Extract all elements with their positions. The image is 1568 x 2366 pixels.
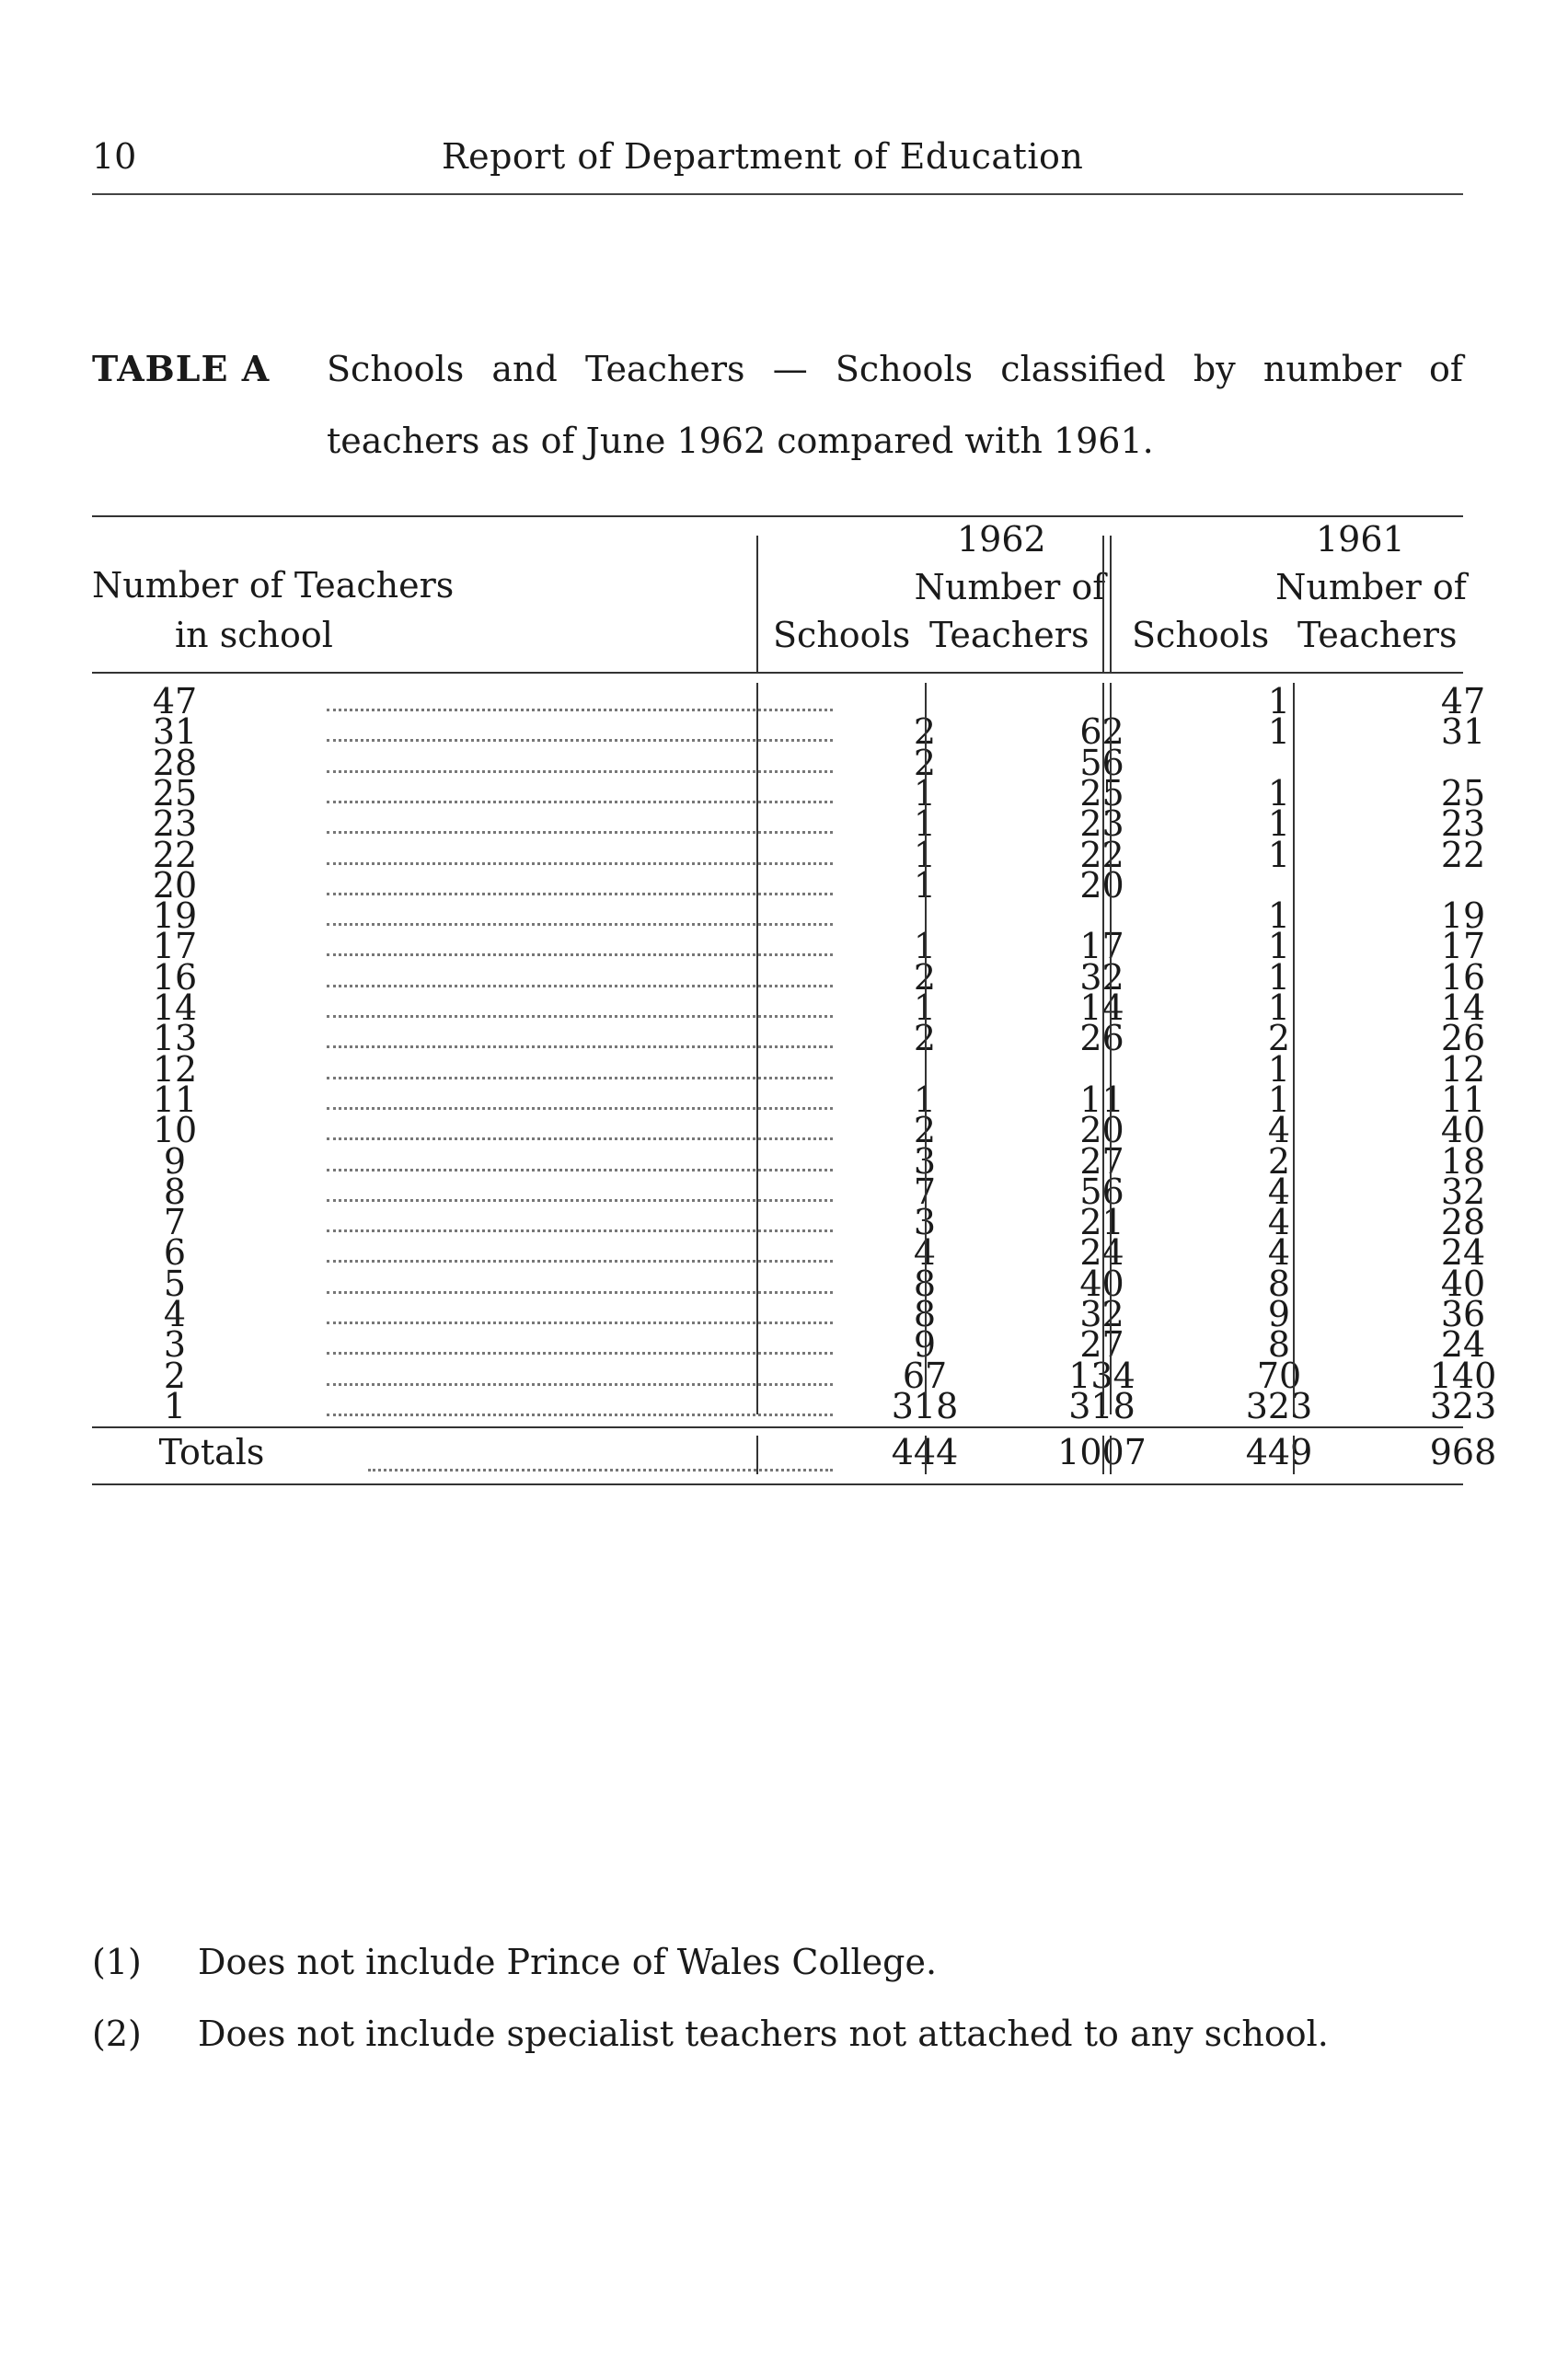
schools-1962-cell: 318 xyxy=(891,1385,959,1426)
schools-1961-cell: 1 xyxy=(1267,772,1291,814)
schools-1961-cell: 4 xyxy=(1267,1171,1291,1212)
teachers-in-school-cell: 11 xyxy=(152,1079,198,1120)
totals-divider-mid-b xyxy=(1110,1436,1112,1474)
teachers-1962-cell: 20 xyxy=(1079,1110,1124,1151)
teachers-in-school-cell: 3 xyxy=(163,1324,187,1366)
schools-1962-cell: 3 xyxy=(913,1140,937,1182)
schools-1962-cell: 1 xyxy=(913,864,937,906)
teachers-1962-cell: 11 xyxy=(1079,1079,1124,1120)
footnote-1-text: Does not include Prince of Wales College. xyxy=(198,1942,938,1982)
teachers-1962-cell: 24 xyxy=(1079,1232,1124,1274)
year-1961-header: 1961 xyxy=(1316,519,1405,560)
schools-1962-cell: 2 xyxy=(913,956,937,998)
schools-1961-cell: 1 xyxy=(1267,926,1291,967)
table-top-rule xyxy=(92,515,1463,517)
teachers-1961-cell: 17 xyxy=(1440,926,1486,967)
teachers-1962-cell: 20 xyxy=(1079,864,1124,906)
teachers-in-school-cell: 17 xyxy=(152,926,198,967)
row-header-line-1: Number of Teachers xyxy=(92,565,455,606)
schools-1961-cell: 4 xyxy=(1267,1110,1291,1151)
schools-1961-cell: 323 xyxy=(1245,1385,1313,1426)
running-title: Report of Department of Education xyxy=(442,136,1084,177)
teachers-in-school-cell: 25 xyxy=(152,772,198,814)
body-divider-label xyxy=(756,683,758,1414)
teachers-1961-cell: 11 xyxy=(1440,1079,1486,1120)
teachers-in-school-cell: 9 xyxy=(163,1140,187,1182)
schools-1961-cell: 1 xyxy=(1267,681,1291,721)
teachers-in-school-cell: 16 xyxy=(152,956,198,998)
teachers-1961-cell: 23 xyxy=(1440,803,1486,845)
totals-top-rule xyxy=(92,1426,1463,1428)
totals-divider-mid-a xyxy=(1102,1436,1104,1474)
teachers-1962-cell: 26 xyxy=(1079,1018,1124,1059)
teachers-in-school-cell: 4 xyxy=(163,1294,187,1334)
teachers-1961-cell: 22 xyxy=(1440,834,1486,875)
teachers-in-school-cell: 47 xyxy=(152,681,198,721)
schools-1961-cell: 1 xyxy=(1267,711,1291,753)
teachers-in-school-cell: 1 xyxy=(163,1385,187,1426)
teachers-1961-cell: 31 xyxy=(1440,711,1486,753)
footnote-1-number: (1) xyxy=(92,1942,142,1982)
page-header xyxy=(92,129,1463,195)
header-divider-left xyxy=(756,536,758,672)
teachers-in-school-cell: 13 xyxy=(152,1018,198,1059)
schools-1961-cell: 2 xyxy=(1267,1140,1291,1182)
schools-1962-cell: 8 xyxy=(913,1294,937,1334)
teachers-in-school-cell: 12 xyxy=(152,1048,198,1090)
teachers-1962-cell: 32 xyxy=(1079,1294,1124,1334)
teachers-1962-cell: 14 xyxy=(1079,987,1124,1028)
teachers-1961-cell: 16 xyxy=(1440,956,1486,998)
teachers-1962-cell: 62 xyxy=(1079,711,1124,753)
schools-1962-cell: 8 xyxy=(913,1263,937,1304)
schools-1962-cell: 1 xyxy=(913,987,937,1028)
teachers-1962-cell: 134 xyxy=(1068,1355,1136,1396)
page-number: 10 xyxy=(92,136,137,177)
body-divider-1962 xyxy=(925,683,927,1414)
teachers-1961-cell: 28 xyxy=(1440,1202,1486,1243)
schools-1961-header: Schools xyxy=(1132,615,1270,655)
schools-1962-cell: 3 xyxy=(913,1202,937,1243)
teachers-1962-header: Teachers xyxy=(929,615,1090,655)
teachers-1961-cell: 18 xyxy=(1440,1140,1486,1182)
totals-divider-1962 xyxy=(925,1436,927,1474)
teachers-1962-cell: 17 xyxy=(1079,926,1124,967)
schools-1962-cell: 2 xyxy=(913,1110,937,1151)
schools-1961-cell: 1 xyxy=(1267,1079,1291,1120)
teachers-in-school-cell: 31 xyxy=(152,711,198,753)
teachers-in-school-cell: 22 xyxy=(152,834,198,875)
footnote-2-number: (2) xyxy=(92,2014,142,2054)
caption-line-2: teachers as of June 1962 compared with 1961. xyxy=(327,421,1154,461)
schools-1962-cell: 1 xyxy=(913,834,937,875)
footnote-2-text: Does not include specialist teachers not attached to any school. xyxy=(198,2014,1329,2054)
schools-1961-cell: 8 xyxy=(1267,1324,1291,1366)
teachers-in-school-cell: 10 xyxy=(152,1110,198,1151)
teachers-1961-cell: 25 xyxy=(1440,772,1486,814)
teachers-1962-cell: 318 xyxy=(1068,1385,1136,1426)
header-divider-mid-b xyxy=(1110,536,1112,672)
teachers-in-school-cell: 19 xyxy=(152,895,198,937)
teachers-in-school-cell: 6 xyxy=(163,1232,187,1274)
schools-1962-cell: 1 xyxy=(913,803,937,845)
schools-1961-cell: 1 xyxy=(1267,956,1291,998)
body-divider-mid-a xyxy=(1102,683,1104,1414)
teachers-1962-cell: 21 xyxy=(1079,1202,1124,1243)
teachers-1961-header: Teachers xyxy=(1297,615,1458,655)
schools-1962-cell: 2 xyxy=(913,1018,937,1059)
totals-schools-1961: 449 xyxy=(1245,1432,1313,1472)
totals-divider-1961 xyxy=(1293,1436,1295,1474)
schools-1961-cell: 4 xyxy=(1267,1232,1291,1274)
schools-1961-cell: 1 xyxy=(1267,803,1291,845)
schools-1961-cell: 1 xyxy=(1267,987,1291,1028)
teachers-1961-cell: 12 xyxy=(1440,1048,1486,1090)
teachers-1961-cell: 40 xyxy=(1440,1263,1486,1304)
totals-leader-dots xyxy=(368,1469,833,1472)
table-bottom-rule xyxy=(92,1483,1463,1485)
schools-1962-header: Schools xyxy=(773,615,911,655)
teachers-1962-cell: 22 xyxy=(1079,834,1124,875)
teachers-1961-cell: 19 xyxy=(1440,895,1486,937)
totals-divider-label xyxy=(756,1436,758,1474)
number-of-1962-header: Number of xyxy=(914,567,1106,607)
teachers-in-school-cell: 20 xyxy=(152,864,198,906)
totals-label: Totals xyxy=(158,1432,265,1472)
teachers-1961-cell: 24 xyxy=(1440,1324,1486,1366)
schools-1962-cell: 2 xyxy=(913,742,937,783)
teachers-in-school-cell: 2 xyxy=(163,1355,187,1396)
schools-1962-cell: 1 xyxy=(913,926,937,967)
schools-1961-cell: 4 xyxy=(1267,1202,1291,1243)
teachers-1962-cell: 27 xyxy=(1079,1324,1124,1366)
teachers-1961-cell: 14 xyxy=(1440,987,1486,1028)
teachers-1962-cell: 25 xyxy=(1079,772,1124,814)
teachers-in-school-cell: 8 xyxy=(163,1171,187,1212)
schools-1962-cell: 9 xyxy=(913,1324,937,1366)
teachers-1962-cell: 27 xyxy=(1079,1140,1124,1182)
schools-1961-cell: 1 xyxy=(1267,895,1291,937)
schools-1961-cell: 9 xyxy=(1267,1294,1291,1334)
teachers-in-school-cell: 5 xyxy=(163,1263,187,1304)
header-divider-mid-a xyxy=(1102,536,1104,672)
totals-teachers-1962: 1007 xyxy=(1057,1432,1147,1472)
number-of-1961-header: Number of xyxy=(1275,567,1467,607)
teachers-in-school-cell: 28 xyxy=(152,742,198,783)
teachers-1961-cell: 47 xyxy=(1440,681,1486,721)
schools-1962-cell: 7 xyxy=(913,1171,937,1212)
teachers-in-school-cell: 7 xyxy=(163,1202,187,1243)
table-label: TABLE A xyxy=(92,348,271,389)
teachers-1962-cell: 56 xyxy=(1079,742,1124,783)
caption-line-1: Schools and Teachers — Schools classified by number of xyxy=(327,349,1463,389)
schools-1962-cell: 1 xyxy=(913,1079,937,1120)
totals-schools-1962: 444 xyxy=(891,1432,959,1472)
teachers-1961-cell: 40 xyxy=(1440,1110,1486,1151)
schools-1961-cell: 8 xyxy=(1267,1263,1291,1304)
teachers-1962-cell: 40 xyxy=(1079,1263,1124,1304)
schools-1962-cell: 4 xyxy=(913,1232,937,1274)
schools-1962-cell: 2 xyxy=(913,711,937,753)
row-header-line-2: in school xyxy=(175,615,333,655)
header-bottom-rule xyxy=(92,672,1463,674)
schools-1962-cell: 67 xyxy=(902,1355,948,1396)
schools-1961-cell: 1 xyxy=(1267,1048,1291,1090)
teachers-1962-cell: 56 xyxy=(1079,1171,1124,1212)
teachers-1961-cell: 26 xyxy=(1440,1018,1486,1059)
schools-1962-cell: 1 xyxy=(913,772,937,814)
teachers-in-school-cell: 23 xyxy=(152,803,198,845)
schools-1961-cell: 70 xyxy=(1256,1355,1302,1396)
teachers-1962-cell: 32 xyxy=(1079,956,1124,998)
body-divider-mid-b xyxy=(1110,683,1112,1414)
teachers-1961-cell: 323 xyxy=(1429,1385,1497,1426)
teachers-1961-cell: 140 xyxy=(1429,1355,1497,1396)
teachers-1962-cell: 23 xyxy=(1079,803,1124,845)
teachers-1961-cell: 32 xyxy=(1440,1171,1486,1212)
teachers-1961-cell: 24 xyxy=(1440,1232,1486,1274)
body-divider-1961 xyxy=(1293,683,1295,1414)
schools-1961-cell: 1 xyxy=(1267,834,1291,875)
schools-1961-cell: 2 xyxy=(1267,1018,1291,1059)
teachers-1961-cell: 36 xyxy=(1440,1294,1486,1334)
teachers-in-school-cell: 14 xyxy=(152,987,198,1028)
totals-teachers-1961: 968 xyxy=(1429,1432,1497,1472)
year-1962-header: 1962 xyxy=(957,519,1046,560)
